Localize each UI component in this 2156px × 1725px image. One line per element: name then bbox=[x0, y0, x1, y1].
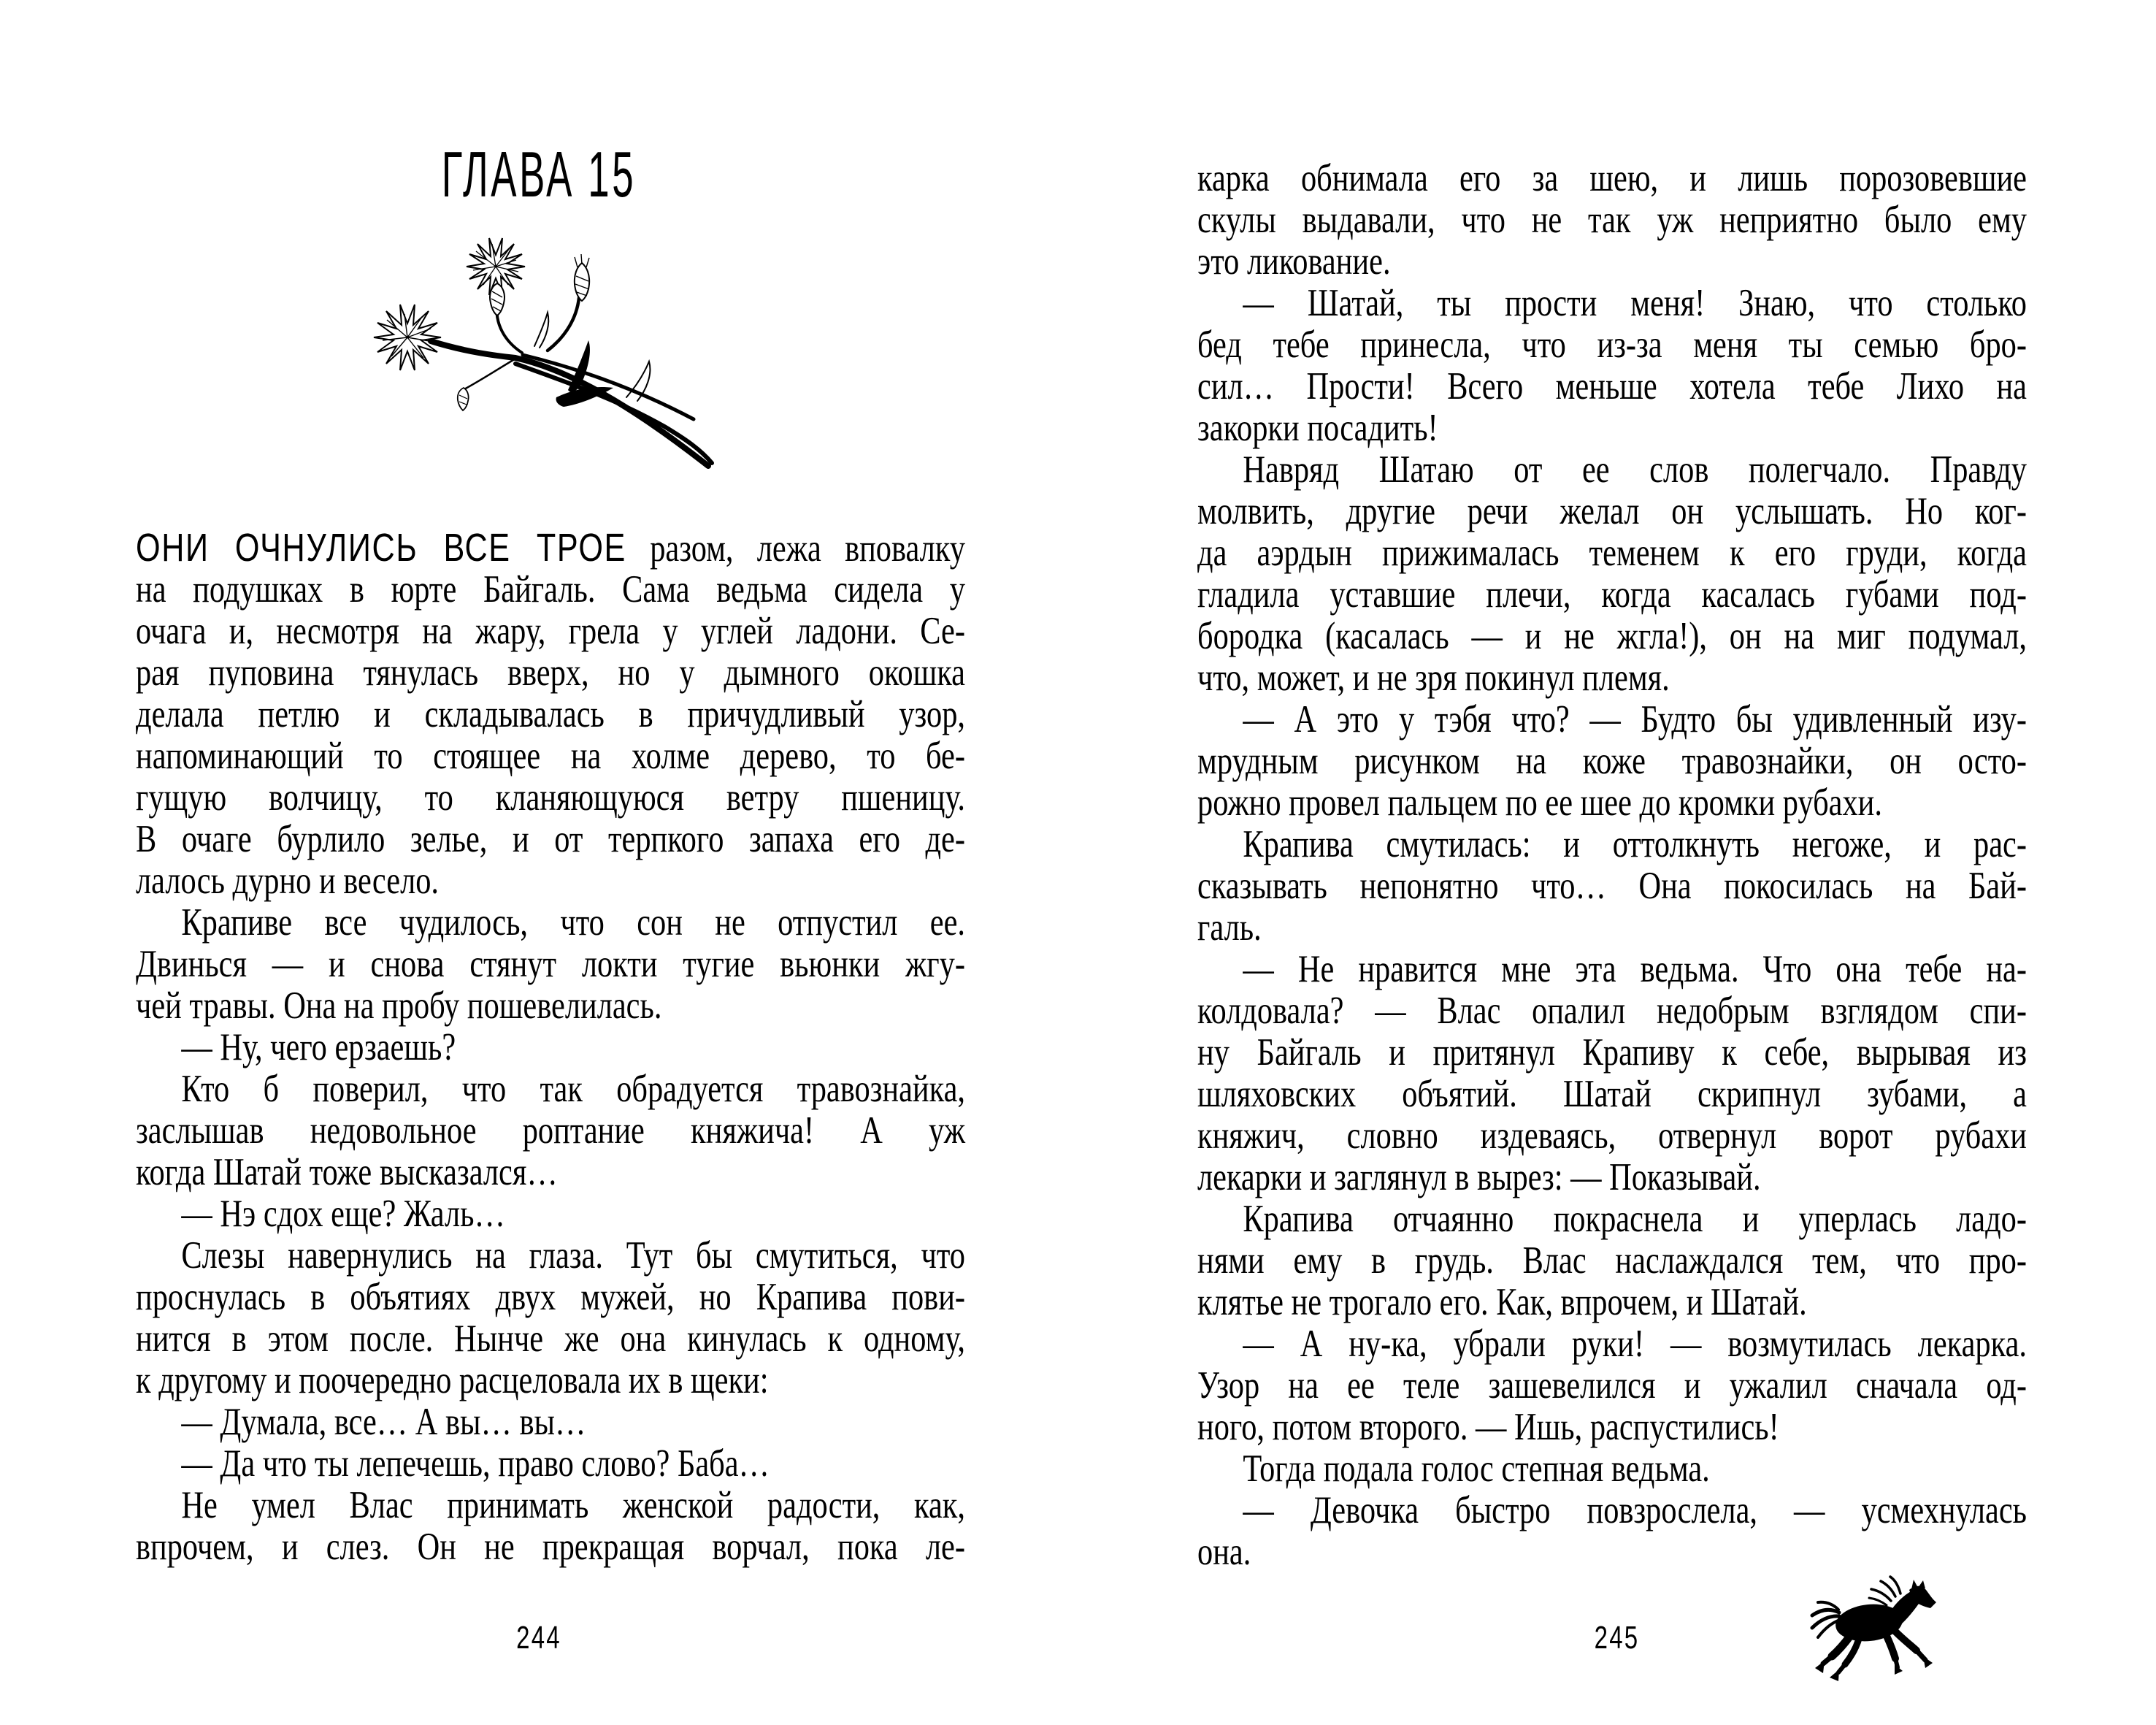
text-line: — А ну-ка, убрали руки! — возмутилась лекарка. bbox=[1243, 1323, 2027, 1365]
page-number-left: 244 bbox=[516, 1620, 561, 1656]
text-line: мрудным рисунком на коже травознайки, он осто- bbox=[1197, 740, 2027, 782]
text-line: — А это у тэбя что? — Будто бы удивленный изу- bbox=[1243, 698, 2027, 741]
text-line: к другому и поочередно расцеловала их в щеки: bbox=[136, 1359, 769, 1401]
text-line: сил… Прости! Всего меньше хотела тебе Лихо на bbox=[1197, 365, 2027, 408]
text-line: скулы выдавали, что не так уж неприятно было ему bbox=[1197, 199, 2027, 241]
text-line: ОНИ ОЧНУЛИСЬ ВСЕ ТРОЕ разом, лежа вповалку bbox=[136, 526, 965, 570]
text-line: клятье не трогало его. Как, впрочем, и Шатай. bbox=[1197, 1281, 1807, 1323]
text-line: Крапиве все чудилось, что сон не отпустил ее. bbox=[181, 901, 965, 944]
text-line: гущую волчицу, то кланяющуюся ветру пшеницу. bbox=[136, 776, 965, 819]
text-line: рая пуповина тянулась вверх, но у дымного окошка bbox=[136, 651, 965, 694]
text-line: заслышав недовольное роптание княжича! А уж bbox=[136, 1109, 965, 1152]
text-line: она. bbox=[1197, 1531, 1251, 1573]
text-line: Тогда подала голос степная ведьма. bbox=[1243, 1447, 1710, 1490]
text-line: молвить, другие речи желал он услышать. Но ког- bbox=[1197, 490, 2027, 532]
text-line: проснулась в объятиях двух мужей, но Крапива пови- bbox=[136, 1276, 965, 1318]
text-line: — Шатай, ты прости меня! Знаю, что столько bbox=[1243, 282, 2027, 324]
text-line: бородка (касалась — и не жгла!), он на миг подумал, bbox=[1197, 615, 2027, 657]
text-line: нями ему в грудь. Влас наслаждался тем, что про- bbox=[1197, 1239, 2027, 1282]
text-line: это ликование. bbox=[1197, 240, 1391, 283]
text-line: на подушках в юрте Байгаль. Сама ведьма сидела у bbox=[136, 568, 965, 611]
text-line: карка обнимала его за шею, и лишь порозовевшие bbox=[1197, 157, 2027, 199]
text-line: Кто б поверил, что так обрадуется травознайка, bbox=[181, 1068, 965, 1110]
text-line: Узор на ее теле зашевелился и ужалил сначала од- bbox=[1197, 1364, 2027, 1407]
text-line: ного, потом второго. — Ишь, распустились! bbox=[1197, 1406, 1779, 1448]
text-line: галь. bbox=[1197, 906, 1262, 949]
horse-illustration bbox=[1805, 1572, 1936, 1681]
left-page-text bbox=[136, 527, 965, 1568]
text-line: делала петлю и складывалась в причудливый узор, bbox=[136, 693, 965, 735]
chapter-heading: ГЛАВА 15 bbox=[441, 138, 637, 210]
text-line: когда Шатай тоже высказался… bbox=[136, 1151, 558, 1193]
text-line: чей травы. Она на пробу пошевелилась. bbox=[136, 984, 662, 1027]
text-line: — Нэ сдох еще? Жаль… bbox=[181, 1193, 505, 1235]
text-line: что, может, и не зря покинул племя. bbox=[1197, 657, 1670, 699]
text-line: напоминающий то стоящее на холме дерево, то бе- bbox=[136, 735, 965, 777]
paragraph-lead-caps: ОНИ ОЧНУЛИСЬ ВСЕ ТРОЕ bbox=[136, 526, 626, 570]
text-line: нится в этом после. Нынче же она кинулась к одному, bbox=[136, 1317, 965, 1360]
cornflower-illustration bbox=[349, 206, 758, 483]
text-line: — Да что ты лепечешь, право слово? Баба… bbox=[181, 1442, 770, 1485]
text-line: лекарки и заглянул в вырез: — Показывай. bbox=[1197, 1156, 1761, 1198]
page-number-right: 245 bbox=[1594, 1620, 1640, 1656]
page-right bbox=[1078, 0, 2156, 1725]
text-line: Не умел Влас принимать женской радости, как, bbox=[181, 1484, 965, 1526]
text-line: Слезы навернулись на глаза. Тут бы смутиться, что bbox=[181, 1234, 965, 1277]
text-line: бед тебе принесла, что из-за меня ты семью бро- bbox=[1197, 324, 2027, 366]
text-line: ну Байгаль и притянул Крапиву к себе, вырывая из bbox=[1197, 1031, 2027, 1074]
text-line: рожно провел пальцем по ее шее до кромки рубахи. bbox=[1197, 781, 1882, 824]
text-line: сказывать непонятно что… Она покосилась на Бай- bbox=[1197, 865, 2027, 907]
text-line: впрочем, и слез. Он не прекращая ворчал, пока ле- bbox=[136, 1526, 965, 1568]
right-page-text bbox=[1197, 158, 2027, 1573]
text-line: княжич, словно издеваясь, отвернул ворот рубахи bbox=[1197, 1114, 2027, 1157]
text-line: Крапива отчаянно покраснела и уперлась ладо- bbox=[1243, 1198, 2027, 1240]
text-line: колдовала? — Влас опалил недобрым взглядом спи- bbox=[1197, 990, 2027, 1032]
text-line: Навряд Шатаю от ее слов полегчало. Правду bbox=[1243, 448, 2027, 491]
text-line: Крапива смутилась: и оттолкнуть негоже, и рас- bbox=[1243, 823, 2027, 865]
text-line: очага и, несмотря на жару, грела у углей ладони. Се- bbox=[136, 610, 965, 652]
text-line: гладила уставшие плечи, когда касалась губами под- bbox=[1197, 573, 2027, 616]
text-line: — Не нравится мне эта ведьма. Что она тебе на- bbox=[1243, 948, 2027, 990]
text-line: Двинься — и снова стянут локти тугие вьюнки жгу- bbox=[136, 943, 965, 985]
text-line: В очаге бурлило зелье, и от терпкого запаха его де- bbox=[136, 818, 965, 860]
text-line: — Ну, чего ерзаешь? bbox=[181, 1026, 456, 1068]
text-line: — Думала, все… А вы… вы… bbox=[181, 1401, 586, 1443]
text-line: — Девочка быстро повзрослела, — усмехнулась bbox=[1243, 1489, 2027, 1531]
text-line: лалось дурно и весело. bbox=[136, 860, 440, 902]
text-line: да аэрдын прижималась теменем к его груди, когда bbox=[1197, 532, 2027, 574]
text-line: закорки посадить! bbox=[1197, 407, 1438, 449]
text-line: шляховских объятий. Шатай скрипнул зубами, а bbox=[1197, 1073, 2027, 1115]
